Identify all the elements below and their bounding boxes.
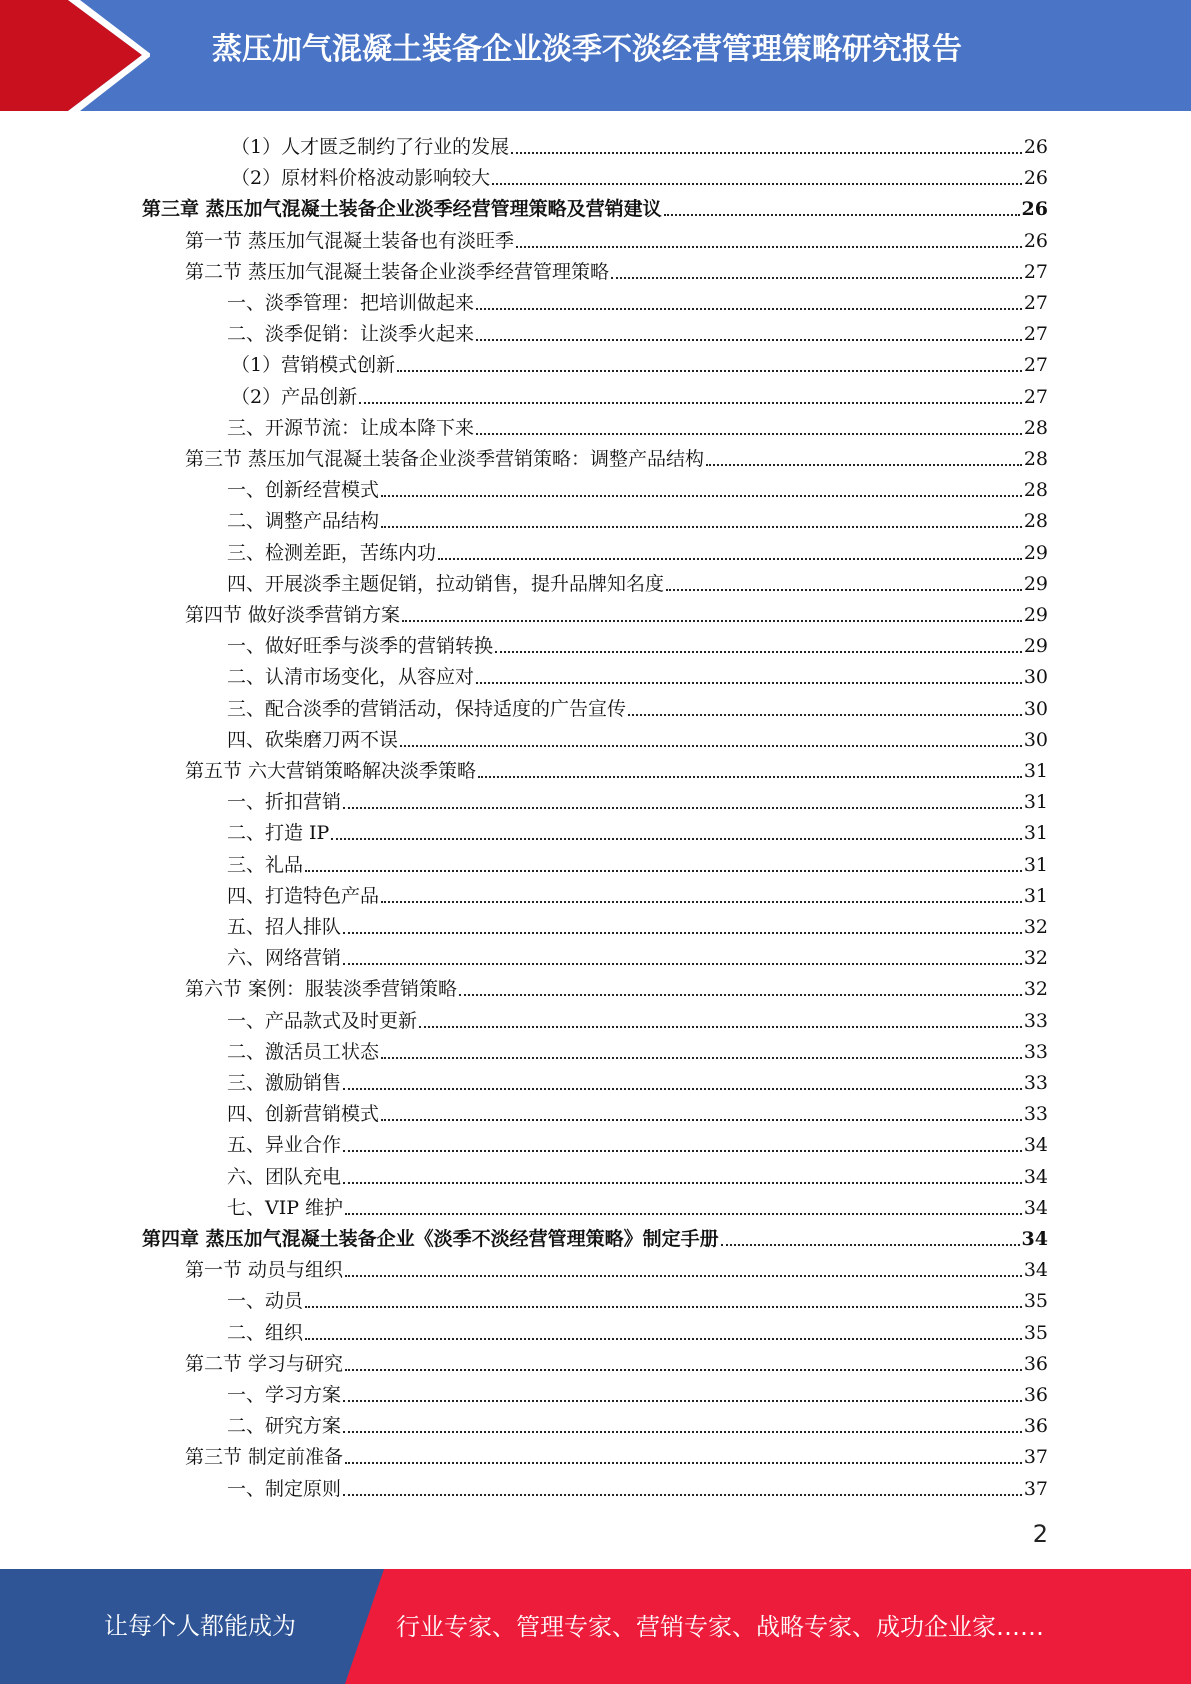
toc-entry[interactable] bbox=[185, 1251, 1048, 1282]
toc-entry[interactable] bbox=[227, 1158, 1048, 1189]
toc-dot-leader bbox=[381, 1119, 1022, 1121]
toc-entry-title: 一、学习方案 bbox=[227, 1384, 342, 1406]
toc-entry[interactable] bbox=[227, 409, 1048, 440]
toc-entry-page: 35 bbox=[1023, 1290, 1048, 1313]
toc-entry-title: 三、开源节流：让成本降下来 bbox=[227, 416, 475, 439]
toc-entry[interactable] bbox=[231, 128, 1048, 159]
toc-entry[interactable] bbox=[227, 534, 1048, 565]
toc-dot-leader bbox=[400, 745, 1022, 747]
toc-entry[interactable] bbox=[231, 378, 1048, 409]
toc-dot-leader bbox=[343, 1400, 1022, 1402]
toc-dot-leader bbox=[345, 1275, 1022, 1277]
toc-entry[interactable] bbox=[227, 627, 1048, 658]
toc-entry-title: 七、VIP 维护 bbox=[227, 1196, 344, 1219]
toc-entry-page: 31 bbox=[1023, 822, 1048, 845]
toc-entry[interactable] bbox=[227, 315, 1048, 346]
toc-dot-leader bbox=[345, 1462, 1022, 1464]
toc-dot-leader bbox=[438, 558, 1022, 560]
toc-entry-page: 30 bbox=[1023, 666, 1048, 689]
toc-entry-title: 四、打造特色产品 bbox=[227, 884, 380, 907]
toc-entry[interactable] bbox=[227, 1002, 1048, 1033]
toc-dot-leader bbox=[611, 277, 1022, 279]
report-title: 蒸压加气混凝土装备企业淡季不淡经营管理策略研究报告 bbox=[212, 32, 962, 67]
toc-dot-leader bbox=[476, 339, 1022, 341]
toc-entry-page: 37 bbox=[1023, 1446, 1048, 1469]
toc-entry-title: 四、开展淡季主题促销，拉动销售，提升品牌知名度 bbox=[227, 572, 665, 595]
toc-entry[interactable] bbox=[227, 1470, 1048, 1501]
toc-entry-page: 28 bbox=[1023, 416, 1048, 439]
toc-entry[interactable] bbox=[185, 970, 1048, 1001]
toc-dot-leader bbox=[343, 1494, 1022, 1496]
toc-dot-leader bbox=[345, 1213, 1022, 1215]
toc-entry-title: 六、网络营销 bbox=[227, 947, 342, 970]
toc-entry[interactable] bbox=[185, 440, 1048, 471]
toc-chapter-entry[interactable] bbox=[142, 1220, 1048, 1251]
toc-dot-leader bbox=[305, 1338, 1022, 1340]
toc-dot-leader bbox=[459, 994, 1022, 996]
toc-dot-leader bbox=[381, 1057, 1022, 1059]
toc-entry-title: 第六节 案例：服装淡季营销策略 bbox=[185, 978, 458, 1001]
toc-entry-title: 一、淡季管理：把培训做起来 bbox=[227, 292, 475, 314]
toc-entry-title: 二、打造 IP bbox=[227, 822, 330, 845]
toc-dot-leader bbox=[343, 1182, 1022, 1184]
toc-entry[interactable] bbox=[227, 1095, 1048, 1126]
toc-entry-title: 一、产品款式及时更新 bbox=[227, 1009, 418, 1032]
page-number: 2 bbox=[1032, 1520, 1048, 1548]
toc-entry-title: （2）产品创新 bbox=[231, 385, 358, 408]
toc-entry-title: 第一节 动员与组织 bbox=[185, 1259, 344, 1282]
toc-entry-page: 26 bbox=[1021, 198, 1048, 221]
toc-entry-page: 29 bbox=[1023, 572, 1048, 595]
toc-dot-leader bbox=[343, 932, 1022, 934]
toc-entry-page: 32 bbox=[1023, 947, 1048, 970]
toc-dot-leader bbox=[628, 714, 1022, 716]
footer-slogan-right: 行业专家、管理专家、营销专家、战略专家、成功企业家…… bbox=[396, 1613, 1044, 1641]
toc-entry-page: 28 bbox=[1023, 479, 1048, 502]
toc-entry-title: 二、激活员工状态 bbox=[227, 1040, 380, 1063]
toc-entry-page: 33 bbox=[1023, 1072, 1048, 1094]
toc-entry[interactable] bbox=[227, 565, 1048, 596]
toc-entry-title: 三、配合淡季的营销活动，保持适度的广告宣传 bbox=[227, 697, 627, 720]
toc-entry-page: 34 bbox=[1023, 1259, 1048, 1282]
toc-entry-page: 30 bbox=[1023, 697, 1048, 720]
toc-entry[interactable] bbox=[227, 721, 1048, 752]
toc-entry-page: 36 bbox=[1023, 1384, 1048, 1406]
toc-entry[interactable] bbox=[227, 1376, 1048, 1407]
toc-entry[interactable] bbox=[227, 502, 1048, 533]
toc-dot-leader bbox=[476, 433, 1022, 435]
toc-entry-title: 第四章 蒸压加气混凝土装备企业《淡季不淡经营管理策略》制定手册 bbox=[142, 1228, 719, 1250]
toc-entry[interactable] bbox=[227, 690, 1048, 721]
toc-dot-leader bbox=[419, 1026, 1022, 1028]
toc-entry-page: 32 bbox=[1023, 916, 1048, 938]
toc-entry-page: 27 bbox=[1023, 260, 1048, 283]
toc-dot-leader bbox=[666, 589, 1022, 591]
toc-entry-page: 27 bbox=[1023, 385, 1048, 408]
toc-entry-title: （1）人才匮乏制约了行业的发展 bbox=[231, 136, 510, 158]
toc-dot-leader bbox=[359, 402, 1022, 404]
toc-entry-title: （2）原材料价格波动影响较大 bbox=[231, 167, 491, 190]
toc-entry[interactable] bbox=[227, 783, 1048, 814]
toc-entry-page: 35 bbox=[1023, 1321, 1048, 1344]
footer-slogan-left: 让每个人都能成为 bbox=[104, 1612, 296, 1640]
toc-entry-page: 33 bbox=[1023, 1040, 1048, 1063]
toc-dot-leader bbox=[721, 1244, 1020, 1246]
toc-entry-page: 34 bbox=[1021, 1228, 1048, 1250]
toc-entry-title: 四、创新营销模式 bbox=[227, 1103, 380, 1126]
toc-entry[interactable] bbox=[231, 346, 1048, 377]
toc-entry-title: 一、做好旺季与淡季的营销转换 bbox=[227, 635, 494, 658]
toc-entry[interactable] bbox=[185, 1345, 1048, 1376]
toc-entry-title: 一、制定原则 bbox=[227, 1477, 342, 1500]
toc-dot-leader bbox=[402, 620, 1022, 622]
toc-entry-title: 三、激励销售 bbox=[227, 1072, 342, 1094]
toc-entry[interactable] bbox=[227, 284, 1048, 315]
toc-dot-leader bbox=[478, 776, 1022, 778]
toc-entry-title: 第五节 六大营销策略解决淡季策略 bbox=[185, 760, 477, 782]
toc-entry-page: 34 bbox=[1023, 1165, 1048, 1188]
toc-entry-title: 第二节 蒸压加气混凝土装备企业淡季经营管理策略 bbox=[185, 260, 610, 283]
toc-entry-title: 六、团队充电 bbox=[227, 1165, 342, 1188]
toc-entry-title: 一、创新经营模式 bbox=[227, 479, 380, 502]
toc-dot-leader bbox=[343, 1150, 1022, 1152]
toc-entry[interactable] bbox=[227, 814, 1048, 845]
toc-entry-page: 33 bbox=[1023, 1009, 1048, 1032]
toc-entry-title: 第三章 蒸压加气混凝土装备企业淡季经营管理策略及营销建议 bbox=[142, 198, 662, 221]
toc-entry-page: 26 bbox=[1023, 229, 1048, 252]
toc-dot-leader bbox=[345, 1369, 1022, 1371]
toc-dot-leader bbox=[511, 152, 1022, 154]
toc-entry[interactable] bbox=[227, 1314, 1048, 1345]
toc-dot-leader bbox=[476, 682, 1022, 684]
toc-entry-page: 29 bbox=[1023, 541, 1048, 564]
toc-entry-page: 31 bbox=[1023, 853, 1048, 876]
toc-entry-title: 第一节 蒸压加气混凝土装备也有淡旺季 bbox=[185, 229, 515, 252]
toc-entry[interactable] bbox=[185, 253, 1048, 284]
toc-entry-page: 26 bbox=[1023, 167, 1048, 190]
toc-entry[interactable] bbox=[185, 596, 1048, 627]
toc-entry-title: 三、检测差距，苦练内功 bbox=[227, 541, 437, 564]
toc-entry-title: 一、折扣营销 bbox=[227, 791, 342, 814]
toc-entry-page: 32 bbox=[1023, 978, 1048, 1001]
toc-entry-title: 第四节 做好淡季营销方案 bbox=[185, 604, 401, 626]
page-footer bbox=[0, 1569, 1191, 1684]
toc-entry-title: 五、异业合作 bbox=[227, 1134, 342, 1157]
toc-entry[interactable] bbox=[185, 222, 1048, 253]
toc-entry[interactable] bbox=[227, 1407, 1048, 1438]
toc-entry[interactable] bbox=[227, 1282, 1048, 1313]
toc-entry-title: 第三节 制定前准备 bbox=[185, 1446, 344, 1469]
toc-entry-title: 第二节 学习与研究 bbox=[185, 1352, 344, 1375]
toc-entry[interactable] bbox=[227, 1189, 1048, 1220]
toc-entry[interactable] bbox=[227, 939, 1048, 970]
toc-entry-title: 第三节 蒸压加气混凝土装备企业淡季营销策略：调整产品结构 bbox=[185, 448, 705, 470]
toc-entry-page: 37 bbox=[1023, 1477, 1048, 1500]
toc-entry[interactable] bbox=[185, 1438, 1048, 1469]
toc-dot-leader bbox=[343, 963, 1022, 965]
toc-dot-leader bbox=[343, 1088, 1022, 1090]
toc-dot-leader bbox=[492, 183, 1022, 185]
toc-dot-leader bbox=[331, 838, 1021, 840]
toc-dot-leader bbox=[305, 1306, 1022, 1308]
toc-chapter-entry[interactable] bbox=[142, 190, 1048, 221]
toc-entry[interactable] bbox=[227, 658, 1048, 689]
toc-entry-page: 34 bbox=[1023, 1196, 1048, 1219]
toc-entry-title: 三、礼品 bbox=[227, 853, 304, 876]
toc-entry-title: 五、招人排队 bbox=[227, 916, 342, 938]
toc-dot-leader bbox=[516, 246, 1022, 248]
toc-entry-page: 27 bbox=[1023, 323, 1048, 346]
toc-entry-title: 二、组织 bbox=[227, 1321, 304, 1344]
toc-entry-title: 二、认清市场变化，从容应对 bbox=[227, 666, 475, 689]
toc-entry-title: 二、淡季促销：让淡季火起来 bbox=[227, 323, 475, 346]
toc-entry-page: 36 bbox=[1023, 1352, 1048, 1375]
toc-entry-page: 36 bbox=[1023, 1415, 1048, 1438]
toc-entry-page: 27 bbox=[1023, 354, 1048, 377]
toc-dot-leader bbox=[381, 901, 1022, 903]
toc-entry-page: 33 bbox=[1023, 1103, 1048, 1126]
toc-entry-page: 34 bbox=[1023, 1134, 1048, 1157]
toc-entry-page: 26 bbox=[1023, 136, 1048, 158]
toc-dot-leader bbox=[706, 464, 1022, 466]
toc-dot-leader bbox=[476, 308, 1022, 310]
toc-dot-leader bbox=[381, 526, 1022, 528]
toc-entry-page: 29 bbox=[1023, 635, 1048, 658]
toc-entry-page: 30 bbox=[1023, 728, 1048, 751]
toc-entry-title: 一、动员 bbox=[227, 1290, 304, 1313]
toc-entry-title: 二、研究方案 bbox=[227, 1415, 342, 1438]
toc-entry[interactable] bbox=[227, 1064, 1048, 1095]
toc-dot-leader bbox=[664, 214, 1020, 216]
toc-entry-title: （1）营销模式创新 bbox=[231, 354, 396, 377]
toc-entry-title: 二、调整产品结构 bbox=[227, 510, 380, 533]
toc-entry[interactable] bbox=[227, 877, 1048, 908]
toc-dot-leader bbox=[343, 807, 1022, 809]
toc-entry[interactable] bbox=[227, 908, 1048, 939]
toc-entry-page: 31 bbox=[1023, 791, 1048, 814]
page-header bbox=[0, 0, 1191, 111]
toc-dot-leader bbox=[495, 651, 1022, 653]
toc-dot-leader bbox=[397, 370, 1022, 372]
toc-entry-page: 28 bbox=[1023, 448, 1048, 470]
toc-entry-page: 27 bbox=[1023, 292, 1048, 314]
toc-entry[interactable] bbox=[227, 846, 1048, 877]
toc-dot-leader bbox=[343, 1431, 1022, 1433]
toc-dot-leader bbox=[381, 495, 1022, 497]
toc-entry-page: 31 bbox=[1023, 884, 1048, 907]
toc-entry[interactable] bbox=[185, 752, 1048, 783]
toc-entry-page: 29 bbox=[1023, 604, 1048, 626]
toc-entry[interactable] bbox=[227, 471, 1048, 502]
toc-entry-title: 四、砍柴磨刀两不误 bbox=[227, 728, 399, 751]
toc-entry-page: 31 bbox=[1023, 760, 1048, 782]
toc-entry[interactable] bbox=[227, 1126, 1048, 1157]
toc-dot-leader bbox=[305, 870, 1022, 872]
toc-entry[interactable] bbox=[227, 1033, 1048, 1064]
toc-entry-page: 28 bbox=[1023, 510, 1048, 533]
toc-entry[interactable] bbox=[231, 159, 1048, 190]
